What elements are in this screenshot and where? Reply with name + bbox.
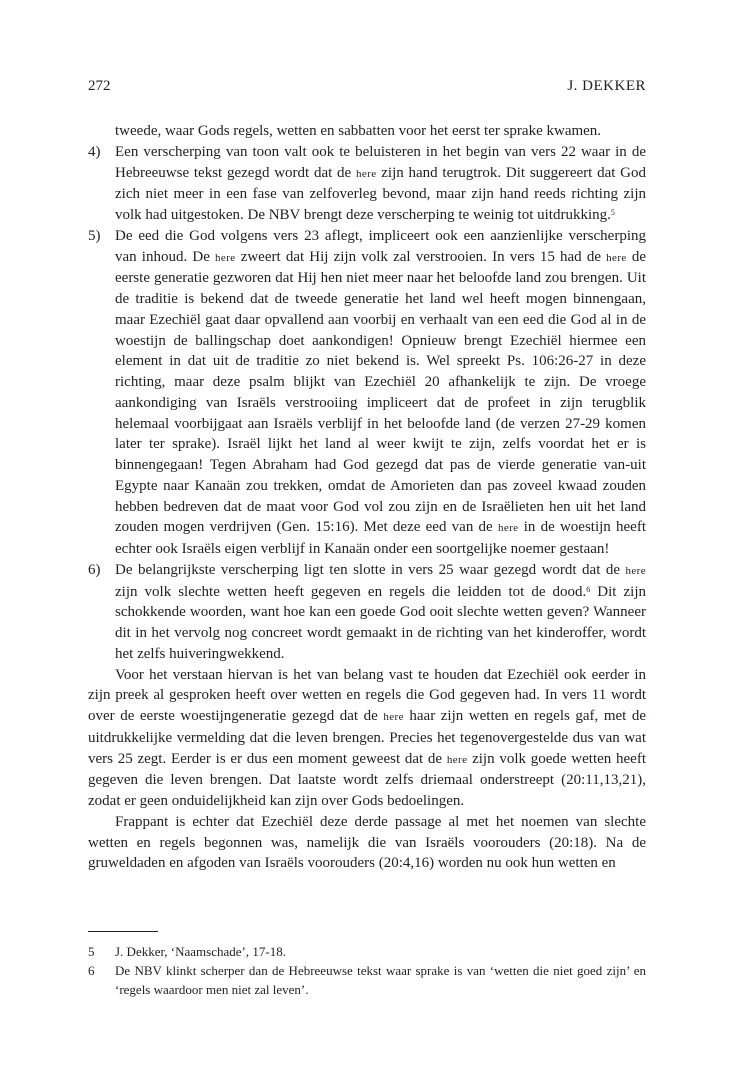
list-item-number: 4): [88, 143, 101, 160]
footnote-5: [88, 942, 646, 961]
footnote-ref-5[interactable]: 5: [610, 208, 615, 217]
small-caps-here: here: [383, 711, 404, 723]
footnote-number: 5: [88, 944, 95, 959]
running-head-author: J. DEKKER: [567, 78, 646, 94]
small-caps-here: here: [606, 251, 627, 264]
continuation-line: tweede, waar Gods regels, wetten en sabbatten voor het eerst ter sprake kwamen.: [115, 123, 602, 139]
body-text: [88, 121, 646, 874]
list-item-4: 4) Een verscherping van toon valt ook te beluisteren in het begin van vers 22 waar in de Hebreeuwse tekst gezegd wordt dat de here zijn hand terugtrok. Dit suggereert dat God zich niet meer in een fase van zelfoverleg bevond, maar zijn hand reeds richting zijn volk had uitgestoken. De NBV brengt deze verscherping te weinig tot uitdrukking.$^5$: [88, 143, 646, 223]
list-item-number: 5): [88, 227, 101, 244]
footnote-ref-6[interactable]: 6: [586, 584, 591, 594]
list-item-5: 5) De eed die God volgens vers 23 aflegt, impliceert ook een aanzienlijke verscherping van inhoud. De here zweert dat Hij zijn volk zal verstrooien. In vers 15 had de here de eerste generatie gezworen dat Hij hen niet meer naar het beloofde land zou brengen. Uit de traditie is bekend dat de tweede generatie het land wel heeft mogen binnengaan, maar Ezechiël gaat daar opvallend aan voorbij en verhaalt van een eed die God al in de woestijn de ballingschap doet aankondigen! Opnieuw brengt Ezechiël hiermee een element in dat uit de traditie zo niet bekend is. Wel spreekt Ps. 106:26-27 in deze richting, maar deze psalm blijkt van Ezechiël 20 afhankelijk te zijn. De vroege aankondiging van Israëls verstrooiing impliceert dat de profeet in zijn terugblik helemaal voorbijgaat aan Israëls verblijf in het beloofde land (de verzen 27-29 komen later ter sprake). Israël lijkt het land al weer kwijt te zijn, zelfs voordat het er is binnengegaan! Tegen Abraham had God gezegd dat pas de vierde generatie van-uit Egypte naar Kanaän zou trekken, omdat de Amorieten dan pas zoveel kwaad zouden hebben bedreven dat de maat voor God vol zou zijn en de Israëlieten hen uit het land zouden mogen verdrijven (Gen. 15:16). Met deze eed van de here in de woestijn heeft echter ook Israëls eigen verblijf in Kanaän onder een soortgelijke noemer gestaan!: [88, 227, 646, 557]
small-caps-here: here: [215, 251, 236, 264]
footnote-text: De NBV klinkt scherper dan de Hebreeuwse tekst waar sprake is van ‘wetten die niet goed zijn’ en ‘regels waardoor men niet zal leven’.: [115, 963, 646, 997]
footnote-separator: [88, 931, 158, 932]
list-item-6: 6) De belangrijkste verscherping ligt ten slotte in vers 25 waar gezegd wordt dat de here zijn volk slechte wetten heeft gegeven en regels die leidden tot de dood.$^6$ Dit zijn schokkende woorden, want hoe kan een goede God ooit slechte wetten geven? Wanneer dit in het vervolg nog concreet wordt gemaakt in de richting van het kinderoffer, wordt het zelfs huiveringwekkend.: [88, 561, 646, 662]
footnote-text: J. Dekker, ‘Naamschade’, 17-18.: [115, 944, 286, 959]
footnote-number: 6: [88, 963, 95, 978]
small-caps-here: here: [497, 522, 519, 535]
small-caps-here: here: [625, 564, 646, 577]
footnotes: [88, 942, 646, 999]
paragraph: Voor het verstaan hiervan is het van belang vast te houden dat Ezechiël ook eerder in zijn preek al gesproken heeft over wetten en regels die God gegeven had. In vers 11 wordt over de eerste woestijngeneratie gezegd dat de here haar zijn wetten en regels gaf, met de uitdrukkelijke vermelding dat die leven brengen. Precies het tegenovergestelde dus van wat vers 25 zegt. Eerder is er dus een moment geweest dat de here zijn volk goede wetten heeft gegeven die leven brengen. Dat laatste wordt zelfs driemaal onderstreept (20:11,13,21), zodat er geen onduidelijkheid kan zijn over Gods bedoelingen.: [88, 666, 647, 809]
small-caps-here: here: [355, 167, 377, 180]
list-item-number: 6): [88, 561, 101, 578]
running-header: [88, 78, 646, 100]
small-caps-here: here: [446, 753, 468, 766]
paragraph: Frappant is echter dat Ezechiël deze derde passage al met het noemen van slechte wetten en regels begonnen was, namelijk die van Israëls voorouders (20:18). Na de gruweldaden en afgoden van Israëls voorouders (20:4,16) worden nu ook hun wetten en: [88, 813, 646, 872]
page-number: 272: [88, 78, 111, 94]
footnote-6: [88, 961, 646, 999]
